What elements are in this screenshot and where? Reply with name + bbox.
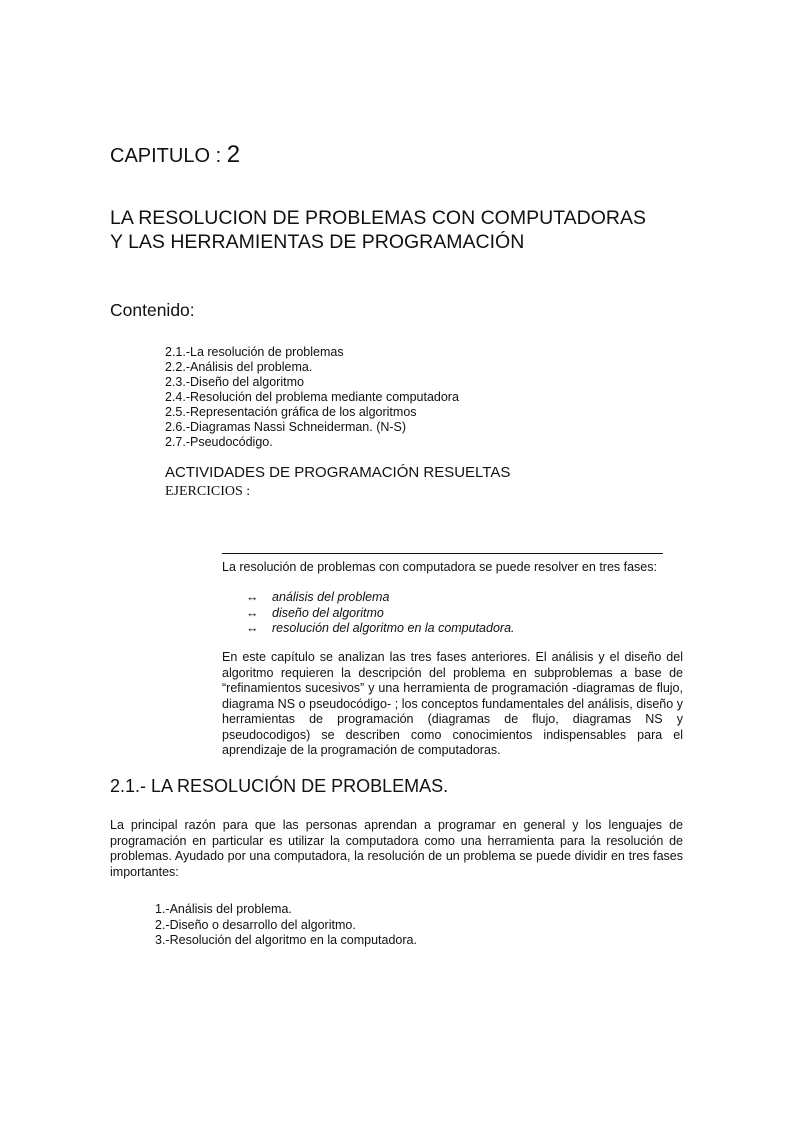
contents-item: 2.7.-Pseudocódigo. [165,435,273,449]
phase-item [246,590,515,606]
step-item: 3.-Resolución del algoritmo en la computadora. [155,933,417,947]
contents-item: 2.6.-Diagramas Nassi Schneiderman. (N-S) [165,420,407,434]
contents-item: 2.1.-La resolución de problemas [165,345,344,359]
phase-label: diseño del algoritmo [272,605,384,620]
step-item: 2.-Diseño o desarrollo del algoritmo. [155,917,356,932]
phases-list [246,590,515,637]
contents-heading: Contenido: [110,300,195,320]
section-paragraph: La principal razón para que las personas aprendan a programar en general y los lenguajes de programación en particular es utilizar la computadora como una herramienta para la resolución de problemas. Ayudado por una computadora, la resolución de un problema se puede dividir en tres fases importantes: [110,818,683,879]
steps-list [155,902,417,949]
chapter-title [110,206,646,254]
chapter-title-line-2: Y LAS HERRAMIENTAS DE PROGRAMACIÓN [110,231,525,253]
divider-line [222,553,663,554]
contents-item: 2.4.-Resolución del problema mediante computadora [165,390,459,404]
contents-item: 2.3.-Diseño del algoritmo [165,375,304,389]
exercises-heading: EJERCICIOS : [165,484,251,499]
chapter-heading [110,141,240,169]
step-item: 1.-Análisis del problema. [155,902,292,916]
contents-item: 2.2.-Análisis del problema. [165,360,313,374]
activities-heading: ACTIVIDADES DE PROGRAMACIÓN RESUELTAS [165,464,511,481]
chapter-title-line-1: LA RESOLUCION DE PROBLEMAS CON COMPUTADORAS [110,207,646,229]
phase-item [246,621,515,637]
phase-label: análisis del problema [272,590,390,604]
chapter-number: 2 [226,141,241,168]
phase-label: resolución del algoritmo en la computadora. [272,621,515,635]
phase-item [246,606,515,622]
bidirectional-arrow-icon: ↔ [246,590,259,604]
chapter-label: CAPITULO : [110,145,222,167]
contents-list [165,345,459,450]
intro-lead: La resolución de problemas con computadora se puede resolver en tres fases: [222,560,657,574]
section-heading: 2.1.- LA RESOLUCIÓN DE PROBLEMAS. [110,776,449,796]
bidirectional-arrow-icon: ↔ [246,621,259,635]
contents-item: 2.5.-Representación gráfica de los algoritmos [165,405,417,419]
bidirectional-arrow-icon: ↔ [246,605,259,620]
intro-paragraph: En este capítulo se analizan las tres fases anteriores. El análisis y el diseño del algoritmo requieren la descripción del problema en subproblemas a base de “refinamientos sucesivos” y una herramienta de programación -diagramas de flujo, diagrama NS o pseudocódigo- ; los conceptos fundamentales del análisis, diseño y herramientas de programación (diagramas de flujo, diagramas NS y pseudocodigos) se describen como conocimientos indispensables para el aprendizaje de la programación de computadoras. [222,650,683,757]
